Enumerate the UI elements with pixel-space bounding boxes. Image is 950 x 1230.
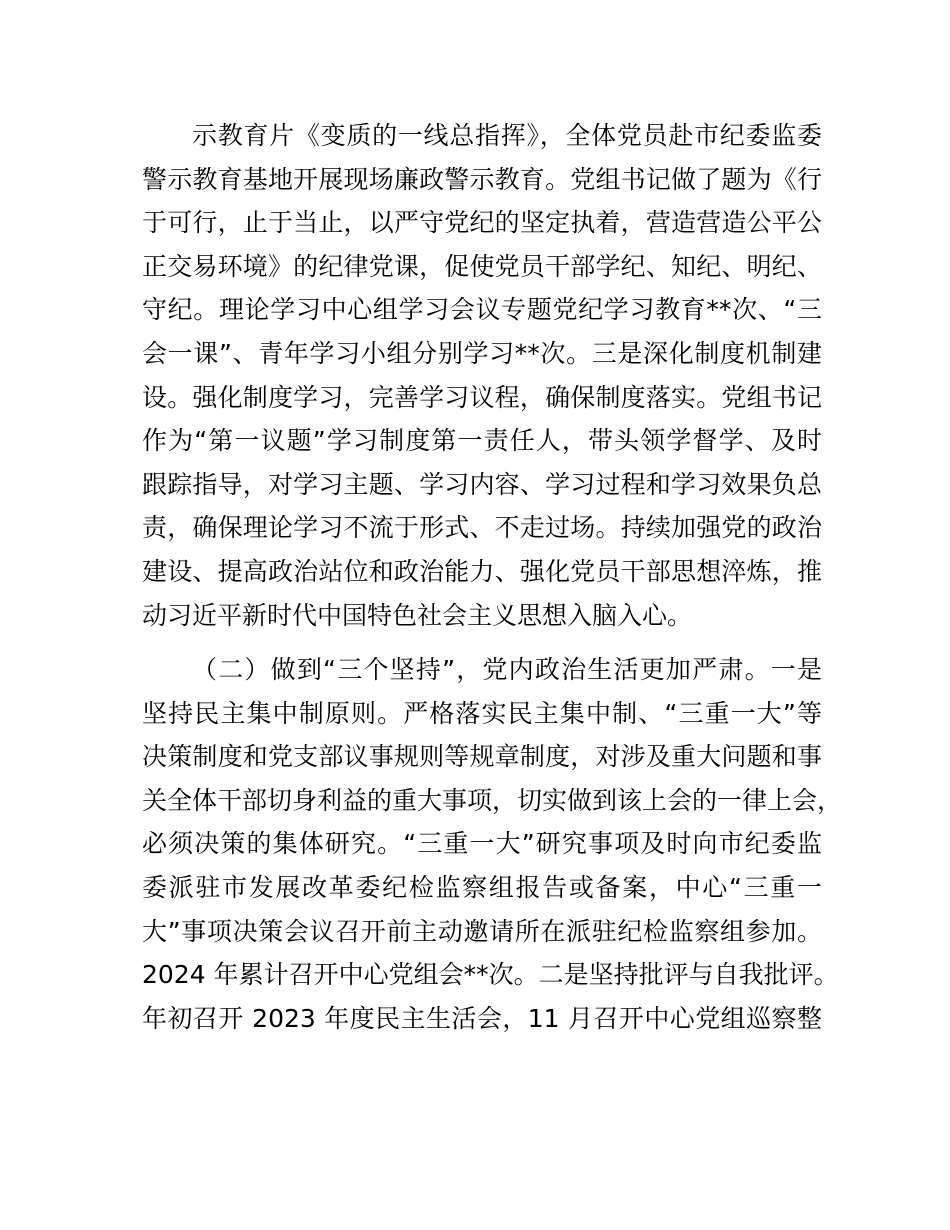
text-line: 必须决策的集体研究。“三重一大”研究事项及时向市纪委监 [142, 829, 822, 859]
text-line: 跟踪指导，对学习主题、学习内容、学习过程和学习效果负总 [142, 469, 822, 499]
text-line: （二）做到“三个坚持”，党内政治生活更加严肃。一是 [192, 655, 822, 684]
text-line: 建设、提高政治站位和政治能力、强化党员干部思想淬炼，推 [142, 556, 822, 586]
text-line: 作为“第一议题”学习制度第一责任人，带头领学督学、及时 [142, 426, 822, 456]
text-line: 警示教育基地开展现场廉政警示教育。党组书记做了题为《行 [142, 164, 822, 194]
text-line: 2024 年累计召开中心党组会**次。二是坚持批评与自我批评。 [142, 960, 839, 990]
text-line: 于可行，止于当止，以严守党纪的坚定执着，营造营造公平公 [142, 208, 822, 238]
text-line: 关全体干部切身利益的重大事项，切实做到该上会的一律上会， [142, 785, 843, 815]
text-line: 决策制度和党支部议事规则等规章制度，对涉及重大问题和事 [142, 742, 822, 772]
text-line: 大”事项决策会议召开前主动邀请所在派驻纪检监察组参加。 [142, 916, 822, 946]
text-line: 责，确保理论学习不流于形式、不走过场。持续加强党的政治 [142, 513, 822, 543]
paragraph-2 [142, 648, 843, 1040]
text-line: 年初召开 2023 年度民主生活会，11 月召开中心党组巡察整 [142, 1003, 822, 1033]
text-line: 设。强化制度学习，完善学习议程，确保制度落实。党组书记 [142, 382, 822, 412]
text-line: 动习近平新时代中国特色社会主义思想入脑入心。 [142, 600, 693, 630]
text-line: 委派驻市发展改革委纪检监察组报告或备案，中心“三重一 [142, 872, 822, 902]
paragraph-1 [142, 114, 822, 637]
text-line: 示教育片《变质的一线总指挥》，全体党员赴市纪委监委 [192, 121, 822, 150]
text-line: 会一课”、青年学习小组分别学习**次。三是深化制度机制建 [142, 338, 822, 368]
text-line: 坚持民主集中制原则。严格落实民主集中制、“三重一大”等 [142, 698, 822, 728]
text-line: 守纪。理论学习中心组学习会议专题党纪学习教育**次、“三 [142, 295, 822, 325]
text-line: 正交易环境》的纪律党课，促使党员干部学纪、知纪、明纪、 [142, 251, 822, 281]
